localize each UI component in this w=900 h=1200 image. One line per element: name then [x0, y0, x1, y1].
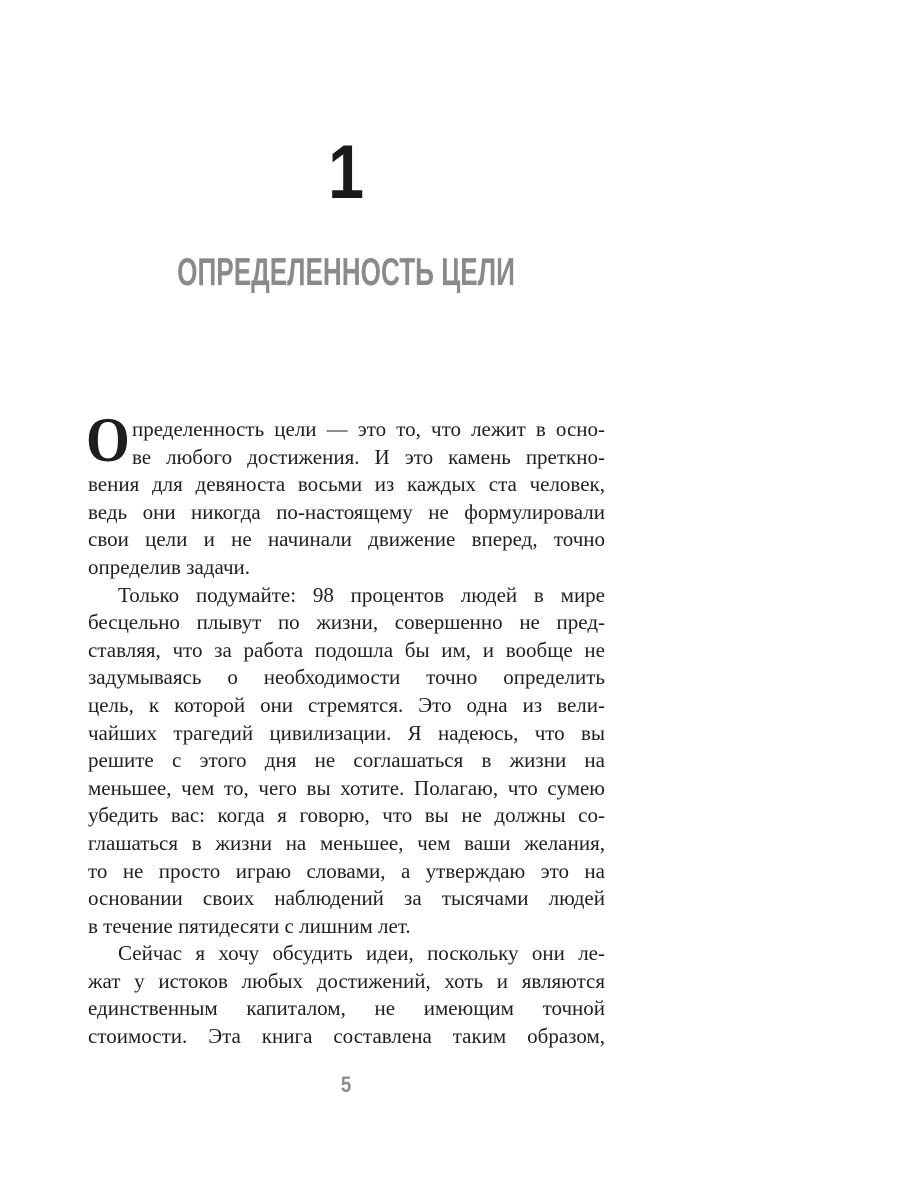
drop-cap: О — [86, 404, 130, 475]
text-line: Сейчас я хочу обсудить идеи, поскольку они ле- — [118, 941, 605, 966]
text-line: глашаться в жизни на меньшее, чем ваши желания, — [88, 830, 605, 855]
text-line: цель, к которой они стремятся. Это одна из вели- — [88, 692, 605, 717]
body-text — [86, 404, 605, 1051]
text-line: Только подумайте: 98 процентов людей в мире — [118, 582, 605, 607]
chapter-number-block — [88, 130, 605, 215]
chapter-title-block — [88, 253, 605, 292]
text-line: решите с этого дня не соглашаться в жизни на — [88, 748, 605, 773]
text-line: меньшее, чем то, чего вы хотите. Полагаю, что сумею — [88, 775, 605, 800]
text-line: чайших трагедий цивилизации. Я надеюсь, что вы — [88, 720, 605, 745]
page-number: 5 — [341, 1072, 352, 1097]
text-line: единственным капиталом, не имеющим точной — [88, 996, 605, 1021]
text-line: свои цели и не начинали движение вперед, точно — [88, 527, 605, 552]
text-line: бесцельно плывут по жизни, совершенно не пред- — [88, 610, 605, 635]
text-line: убедить вас: когда я говорю, что вы не должны со- — [88, 803, 605, 828]
chapter-number: 1 — [328, 130, 365, 215]
text-line: ведь они никогда по-настоящему не формулировали — [88, 499, 605, 524]
text-line: вения для девяноста восьми из каждых ста человек, — [88, 472, 605, 497]
text-line: жат у истоков любых достижений, хоть и являются — [88, 968, 605, 993]
paragraph — [86, 404, 605, 582]
paragraph — [88, 940, 605, 1050]
text-line: задумываясь о необходимости точно определить — [88, 665, 605, 690]
text-line: ве любого достижения. И это камень преткно- — [132, 444, 605, 469]
text-line: основании своих наблюдений за тысячами людей — [88, 886, 605, 911]
chapter-title: ОПРЕДЕЛЕННОСТЬ ЦЕЛИ — [177, 251, 516, 294]
page-number-block — [88, 1074, 605, 1096]
text-line: пределенность цели — это то, что лежит в осно- — [132, 417, 605, 441]
text-line: определив задачи. — [88, 554, 251, 579]
text-line: то не просто играю словами, а утверждаю это на — [88, 858, 605, 883]
text-line: в течение пятидесяти с лишним лет. — [88, 913, 411, 938]
paragraph — [88, 582, 605, 941]
text-line: стоимости. Эта книга составлена таким образом, — [88, 1024, 605, 1049]
text-line: ставляя, что за работа подошла бы им, и вообще не — [88, 637, 605, 662]
